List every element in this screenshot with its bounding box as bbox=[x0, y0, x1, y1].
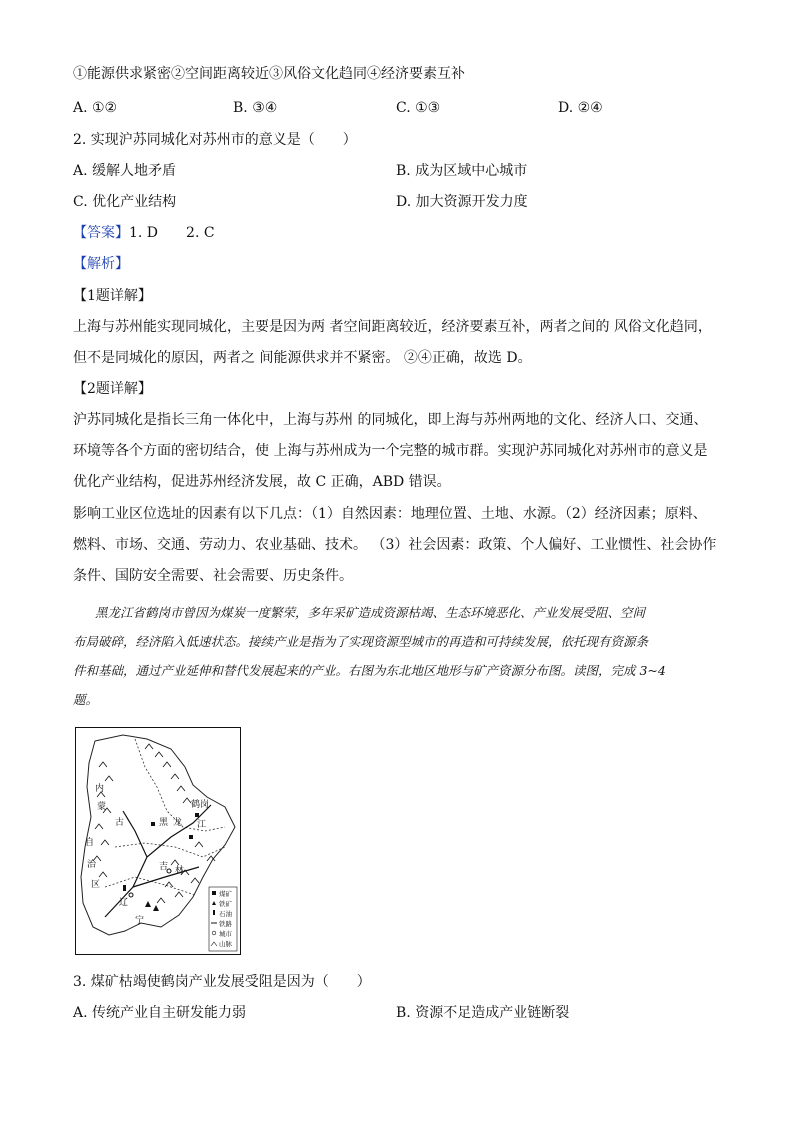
material-line: 题。 bbox=[73, 692, 99, 707]
legend-label: 煤矿 bbox=[219, 890, 232, 898]
q2-stem: 2. 实现沪苏同城化对苏州市的意义是（ ） bbox=[73, 132, 357, 148]
map-label: 内 bbox=[95, 784, 105, 794]
q1-option-a: A. ①② bbox=[73, 100, 118, 116]
legend-label: 城市 bbox=[219, 930, 232, 938]
material-line: 黑龙江省鹤岗市曾因为煤炭一度繁荣，多年采矿造成资源枯竭、生态环境恶化、产业发展受阻、空间 bbox=[95, 605, 646, 620]
map-label: 区 bbox=[91, 880, 101, 890]
map-label: 辽 bbox=[119, 898, 129, 908]
map-label: 自 bbox=[85, 838, 95, 848]
detail2-line: 燃料、市场、交通、劳动力、农业基础、技术。 （3）社会因素：政策、个人偏好、工业惯性、社会协作 bbox=[73, 537, 717, 553]
detail1-tag: 【1题详解】 bbox=[73, 288, 152, 304]
map-label: 林 bbox=[175, 866, 185, 876]
material-line: 布局破碎，经济陷入低速状态。接续产业是指为了实现资源型城市的再造和可持续发展，依托现有资源条 bbox=[73, 634, 649, 649]
q1-option-b: B. ③④ bbox=[233, 100, 278, 116]
map-label: 黑 bbox=[159, 818, 169, 828]
map-label: 蒙 bbox=[97, 802, 107, 812]
answer-tag: 【答案】 bbox=[73, 225, 129, 241]
legend-label: 山脉 bbox=[219, 940, 232, 948]
q3-option-b: B. 资源不足造成产业链断裂 bbox=[396, 1005, 570, 1021]
q2-option-b: B. 成为区域中心城市 bbox=[396, 163, 528, 179]
map-legend bbox=[209, 887, 237, 951]
analysis-tag: 【解析】 bbox=[73, 256, 129, 272]
map-label: 古 bbox=[115, 818, 125, 828]
detail2-line: 影响工业区位选址的因素有以下几点：（1）自然因素：地理位置、土地、水源。（2）经济因素；原料、 bbox=[73, 506, 707, 522]
q1-option-d: D. ②④ bbox=[558, 100, 603, 116]
q2-option-c: C. 优化产业结构 bbox=[73, 194, 177, 210]
northeast-terrain-resource-map bbox=[75, 727, 241, 955]
detail2-line: 沪苏同城化是指长三角一体化中，上海与苏州 的同城化，即上海与苏州两地的文化、经济人口、交通、 bbox=[73, 412, 708, 428]
map-label-hegang: 鹤岗 bbox=[191, 800, 210, 810]
detail2-line: 环境等各个方面的密切结合，使 上海与苏州成为一个完整的城市群。实现沪苏同城化对苏州市的意义是 bbox=[73, 443, 708, 459]
detail2-line: 优化产业结构，促进苏州经济发展，故 C 正确，ABD 错误。 bbox=[73, 474, 451, 490]
detail2-tag: 【2题详解】 bbox=[73, 381, 152, 397]
detail2-line: 条件、国防安全需要、社会需要、历史条件。 bbox=[73, 568, 353, 584]
map-label: 治 bbox=[87, 860, 97, 870]
q3-stem: 3. 煤矿枯竭使鹤岗产业发展受阻是因为（ ） bbox=[73, 974, 371, 990]
material-line: 件和基础，通过产业延伸和替代发展起来的产业。右图为东北地区地形与矿产资源分布图。读图，完成 3~4 bbox=[73, 663, 666, 678]
q1-statement: ①能源供求紧密②空间距离较近③风俗文化趋同④经济要素互补 bbox=[73, 66, 465, 82]
legend-label: 铁路 bbox=[219, 920, 232, 928]
detail1-line: 但不是同城化的原因，两者之 间能源供求并不紧密。 ②④正确，故选 D。 bbox=[73, 350, 532, 366]
legend-label: 铁矿 bbox=[219, 900, 232, 908]
map-label: 宁 bbox=[135, 916, 145, 926]
map-label: 江 bbox=[197, 820, 207, 830]
q3-option-a: A. 传统产业自主研发能力弱 bbox=[73, 1005, 247, 1021]
map-label: 吉 bbox=[159, 862, 169, 872]
answer-line bbox=[73, 223, 215, 243]
map-label: 龙 bbox=[173, 818, 183, 828]
q1-option-c: C. ①③ bbox=[396, 100, 441, 116]
q2-option-a: A. 缓解人地矛盾 bbox=[73, 163, 177, 179]
q2-option-d: D. 加大资源开发力度 bbox=[396, 194, 528, 210]
detail1-line: 上海与苏州能实现同城化，主要是因为两 者空间距离较近，经济要素互补，两者之间的 风俗文化趋同， bbox=[73, 319, 712, 335]
answer-text: 1. D 2. C bbox=[129, 225, 215, 241]
legend-label: 石油 bbox=[219, 910, 232, 918]
